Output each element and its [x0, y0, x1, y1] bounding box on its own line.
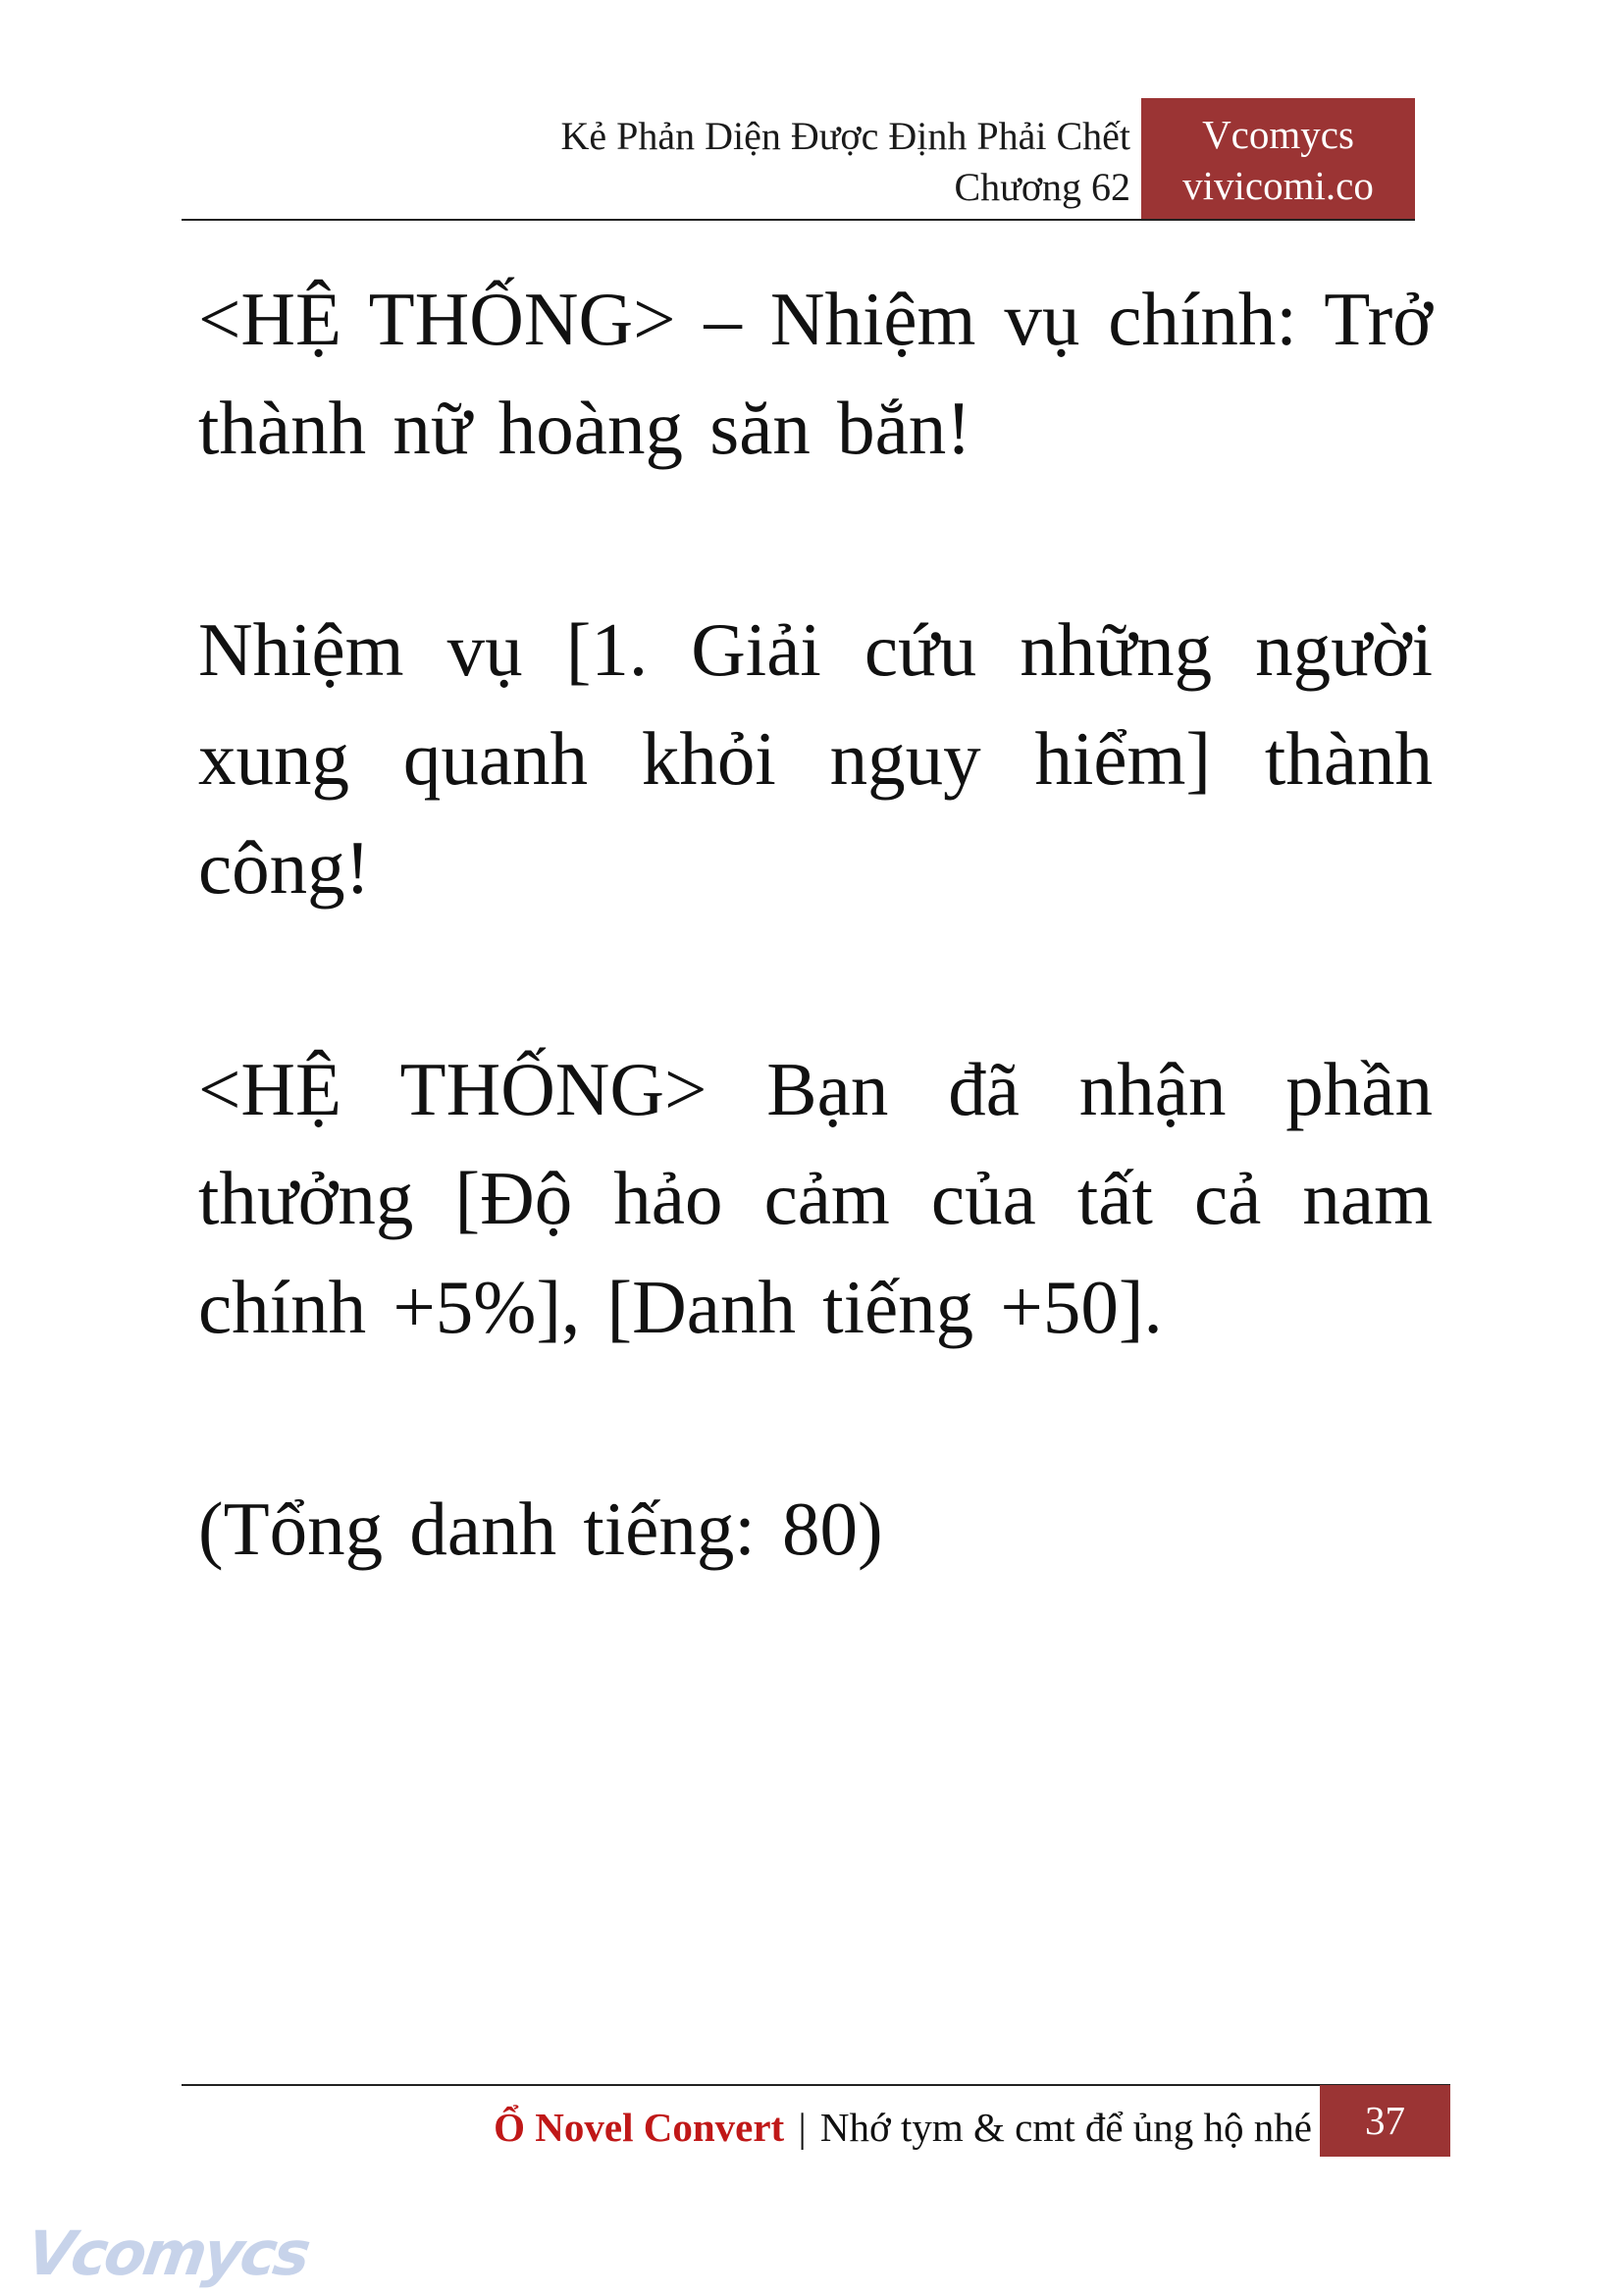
site-name: Vcomycs: [1202, 112, 1354, 157]
paragraph-2: Nhiệm vụ [1. Giải cứu những người xung quanh khỏi nguy hiểm] thành công!: [198, 607, 1433, 910]
page-footer: [494, 2098, 1312, 2157]
site-badge: [1141, 98, 1415, 220]
footer-divider: [182, 2084, 1450, 2086]
footer-message: Nhớ tym & cmt để ủng hộ nhé: [819, 2105, 1312, 2150]
paragraph-4: (Tổng danh tiếng: 80): [198, 1487, 883, 1571]
running-header: [560, 111, 1130, 213]
paragraph-3: <HỆ THỐNG> Bạn đã nhận phần thưởng [Độ hảo cảm của tất cả nam chính +5%], [Danh tiếng +50].: [198, 1047, 1433, 1349]
book-title: Kẻ Phản Diện Được Định Phải Chết: [560, 114, 1130, 158]
header-divider: [182, 219, 1415, 221]
site-url: vivicomi.co: [1182, 163, 1374, 208]
footer-brand: Ổ Novel Convert: [494, 2105, 785, 2150]
chapter-label: Chương 62: [954, 165, 1130, 209]
watermark-logo: Vcomycs: [22, 2217, 313, 2289]
page-number: 37: [1320, 2085, 1450, 2157]
page-content: [198, 265, 1433, 1696]
footer-separator: |: [798, 2105, 807, 2150]
paragraph-1: <HỆ THỐNG> – Nhiệm vụ chính: Trở thành nữ hoàng săn bắn!: [198, 277, 1433, 470]
